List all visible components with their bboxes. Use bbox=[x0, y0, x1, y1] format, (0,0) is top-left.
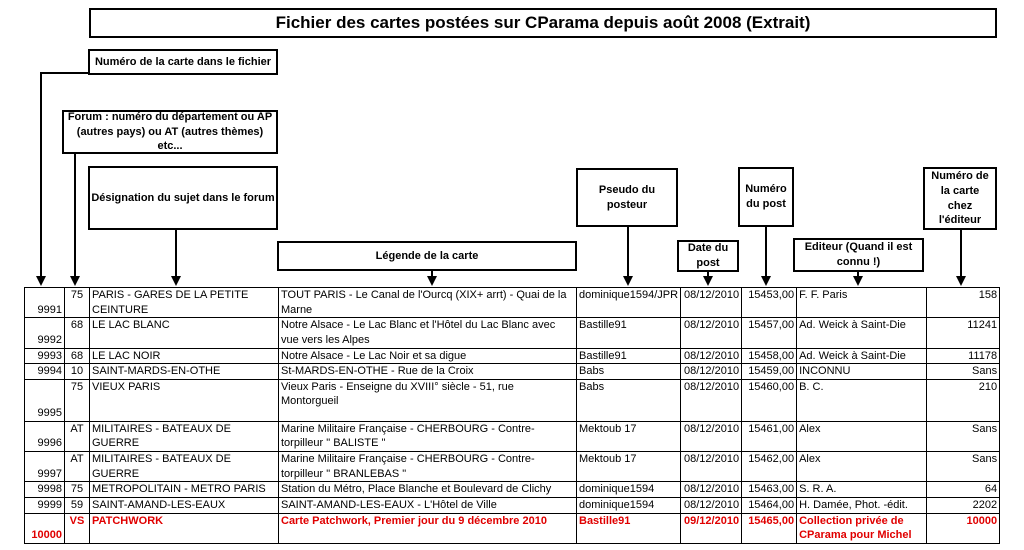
forum-cell: AT bbox=[65, 452, 90, 482]
publisher-ref-cell: 11178 bbox=[927, 348, 1000, 364]
arrow-down-icon bbox=[761, 276, 771, 286]
subject-cell: LE LAC BLANC bbox=[90, 318, 279, 348]
connector-line bbox=[74, 154, 76, 277]
callout-date: Date du post bbox=[677, 240, 739, 272]
legend-cell: Carte Patchwork, Premier jour du 9 décembre 2010 bbox=[279, 513, 577, 543]
pseudo-cell: Mektoub 17 bbox=[577, 421, 681, 451]
pseudo-cell: Babs bbox=[577, 379, 681, 421]
arrow-down-icon bbox=[36, 276, 46, 286]
arrow-down-icon bbox=[171, 276, 181, 286]
connector-line bbox=[627, 227, 629, 277]
forum-cell: 68 bbox=[65, 318, 90, 348]
date-cell: 08/12/2010 bbox=[681, 379, 742, 421]
publisher-cell: H. Damée, Phot. -édit. bbox=[797, 497, 927, 513]
legend-cell: Notre Alsace - Le Lac Blanc et l'Hôtel du Lac Blanc avec vue vers les Alpes bbox=[279, 318, 577, 348]
connector-line bbox=[175, 230, 177, 277]
arrow-down-icon bbox=[703, 276, 713, 286]
card-number-cell: 9995 bbox=[25, 379, 65, 421]
publisher-ref-cell: 158 bbox=[927, 288, 1000, 318]
subject-cell: MILITAIRES - BATEAUX DE GUERRE bbox=[90, 452, 279, 482]
arrow-down-icon bbox=[70, 276, 80, 286]
pseudo-cell: Bastille91 bbox=[577, 348, 681, 364]
publisher-ref-cell: Sans bbox=[927, 364, 1000, 380]
publisher-cell: B. C. bbox=[797, 379, 927, 421]
connector-line bbox=[960, 230, 962, 277]
post-number-cell: 15458,00 bbox=[742, 348, 797, 364]
date-cell: 08/12/2010 bbox=[681, 288, 742, 318]
forum-cell: 59 bbox=[65, 497, 90, 513]
forum-cell: 10 bbox=[65, 364, 90, 380]
table-row bbox=[25, 348, 1000, 364]
card-number-cell: 9998 bbox=[25, 482, 65, 498]
post-number-cell: 15453,00 bbox=[742, 288, 797, 318]
date-cell: 08/12/2010 bbox=[681, 421, 742, 451]
callout-forum: Forum : numéro du département ou AP (autres pays) ou AT (autres thèmes) etc... bbox=[62, 110, 278, 154]
publisher-cell: S. R. A. bbox=[797, 482, 927, 498]
forum-cell: 75 bbox=[65, 288, 90, 318]
post-number-cell: 15463,00 bbox=[742, 482, 797, 498]
legend-cell: TOUT PARIS - Le Canal de l'Ourcq (XIX+ arrt) - Quai de la Marne bbox=[279, 288, 577, 318]
subject-cell: LE LAC NOIR bbox=[90, 348, 279, 364]
card-number-cell: 9993 bbox=[25, 348, 65, 364]
callout-designation: Désignation du sujet dans le forum bbox=[88, 166, 278, 230]
publisher-cell: INCONNU bbox=[797, 364, 927, 380]
publisher-ref-cell: Sans bbox=[927, 421, 1000, 451]
table-row bbox=[25, 421, 1000, 451]
card-number-cell: 10000 bbox=[25, 513, 65, 543]
subject-cell: SAINT-MARDS-EN-OTHE bbox=[90, 364, 279, 380]
callout-editeur: Editeur (Quand il est connu !) bbox=[793, 238, 924, 272]
card-number-cell: 9994 bbox=[25, 364, 65, 380]
subject-cell: VIEUX PARIS bbox=[90, 379, 279, 421]
legend-cell: Notre Alsace - Le Lac Noir et sa digue bbox=[279, 348, 577, 364]
legend-cell: Station du Métro, Place Blanche et Boulevard de Clichy bbox=[279, 482, 577, 498]
callout-pseudo: Pseudo du posteur bbox=[576, 168, 678, 227]
connector-line bbox=[40, 72, 88, 74]
post-number-cell: 15457,00 bbox=[742, 318, 797, 348]
date-cell: 08/12/2010 bbox=[681, 497, 742, 513]
publisher-ref-cell: 10000 bbox=[927, 513, 1000, 543]
date-cell: 08/12/2010 bbox=[681, 364, 742, 380]
card-number-cell: 9999 bbox=[25, 497, 65, 513]
publisher-cell: Alex bbox=[797, 452, 927, 482]
date-cell: 08/12/2010 bbox=[681, 452, 742, 482]
post-number-cell: 15461,00 bbox=[742, 421, 797, 451]
table-row bbox=[25, 379, 1000, 421]
forum-cell: VS bbox=[65, 513, 90, 543]
publisher-cell: Ad. Weick à Saint-Die bbox=[797, 348, 927, 364]
connector-line bbox=[765, 227, 767, 277]
page-title: Fichier des cartes postées sur CParama depuis août 2008 (Extrait) bbox=[89, 8, 997, 38]
callout-legende: Légende de la carte bbox=[277, 241, 577, 271]
table-row bbox=[25, 513, 1000, 543]
date-cell: 09/12/2010 bbox=[681, 513, 742, 543]
post-number-cell: 15459,00 bbox=[742, 364, 797, 380]
legend-cell: Vieux Paris - Enseigne du XVIII° siècle - 51, rue Montorgueil bbox=[279, 379, 577, 421]
forum-cell: 75 bbox=[65, 482, 90, 498]
arrow-down-icon bbox=[956, 276, 966, 286]
post-number-cell: 15464,00 bbox=[742, 497, 797, 513]
card-number-cell: 9991 bbox=[25, 288, 65, 318]
cards-table bbox=[24, 287, 1000, 544]
legend-cell: SAINT-AMAND-LES-EAUX - L'Hôtel de Ville bbox=[279, 497, 577, 513]
publisher-ref-cell: 2202 bbox=[927, 497, 1000, 513]
date-cell: 08/12/2010 bbox=[681, 318, 742, 348]
connector-line bbox=[40, 72, 42, 277]
publisher-ref-cell: 64 bbox=[927, 482, 1000, 498]
pseudo-cell: Bastille91 bbox=[577, 318, 681, 348]
pseudo-cell: Babs bbox=[577, 364, 681, 380]
date-cell: 08/12/2010 bbox=[681, 348, 742, 364]
callout-numero-post: Numéro du post bbox=[738, 167, 794, 227]
post-number-cell: 15460,00 bbox=[742, 379, 797, 421]
publisher-ref-cell: 11241 bbox=[927, 318, 1000, 348]
table-row bbox=[25, 288, 1000, 318]
subject-cell: MILITAIRES - BATEAUX DE GUERRE bbox=[90, 421, 279, 451]
callout-numero-carte: Numéro de la carte dans le fichier bbox=[88, 49, 278, 75]
pseudo-cell: dominique1594/JPR bbox=[577, 288, 681, 318]
arrow-down-icon bbox=[853, 276, 863, 286]
pseudo-cell: Bastille91 bbox=[577, 513, 681, 543]
publisher-cell: Alex bbox=[797, 421, 927, 451]
legend-cell: Marine Militaire Française - CHERBOURG - Contre-torpilleur " BRANLEBAS " bbox=[279, 452, 577, 482]
pseudo-cell: dominique1594 bbox=[577, 497, 681, 513]
subject-cell: PATCHWORK bbox=[90, 513, 279, 543]
card-number-cell: 9992 bbox=[25, 318, 65, 348]
card-number-cell: 9996 bbox=[25, 421, 65, 451]
legend-cell: Marine Militaire Française - CHERBOURG - Contre-torpilleur " BALISTE " bbox=[279, 421, 577, 451]
publisher-ref-cell: Sans bbox=[927, 452, 1000, 482]
subject-cell: METROPOLITAIN - METRO PARIS bbox=[90, 482, 279, 498]
publisher-cell: F. F. Paris bbox=[797, 288, 927, 318]
legend-cell: St-MARDS-EN-OTHE - Rue de la Croix bbox=[279, 364, 577, 380]
pseudo-cell: Mektoub 17 bbox=[577, 452, 681, 482]
table-row bbox=[25, 452, 1000, 482]
card-number-cell: 9997 bbox=[25, 452, 65, 482]
arrow-down-icon bbox=[623, 276, 633, 286]
callout-numero-editeur: Numéro de la carte chez l'éditeur bbox=[923, 167, 997, 230]
subject-cell: PARIS - GARES DE LA PETITE CEINTURE bbox=[90, 288, 279, 318]
table-row bbox=[25, 318, 1000, 348]
table-row bbox=[25, 497, 1000, 513]
forum-cell: 75 bbox=[65, 379, 90, 421]
publisher-cell: Collection privée de CParama pour Michel bbox=[797, 513, 927, 543]
post-number-cell: 15462,00 bbox=[742, 452, 797, 482]
publisher-cell: Ad. Weick à Saint-Die bbox=[797, 318, 927, 348]
arrow-down-icon bbox=[427, 276, 437, 286]
post-number-cell: 15465,00 bbox=[742, 513, 797, 543]
forum-cell: 68 bbox=[65, 348, 90, 364]
forum-cell: AT bbox=[65, 421, 90, 451]
date-cell: 08/12/2010 bbox=[681, 482, 742, 498]
table-row bbox=[25, 364, 1000, 380]
subject-cell: SAINT-AMAND-LES-EAUX bbox=[90, 497, 279, 513]
table-body bbox=[25, 288, 1000, 544]
pseudo-cell: dominique1594 bbox=[577, 482, 681, 498]
publisher-ref-cell: 210 bbox=[927, 379, 1000, 421]
table-row bbox=[25, 482, 1000, 498]
